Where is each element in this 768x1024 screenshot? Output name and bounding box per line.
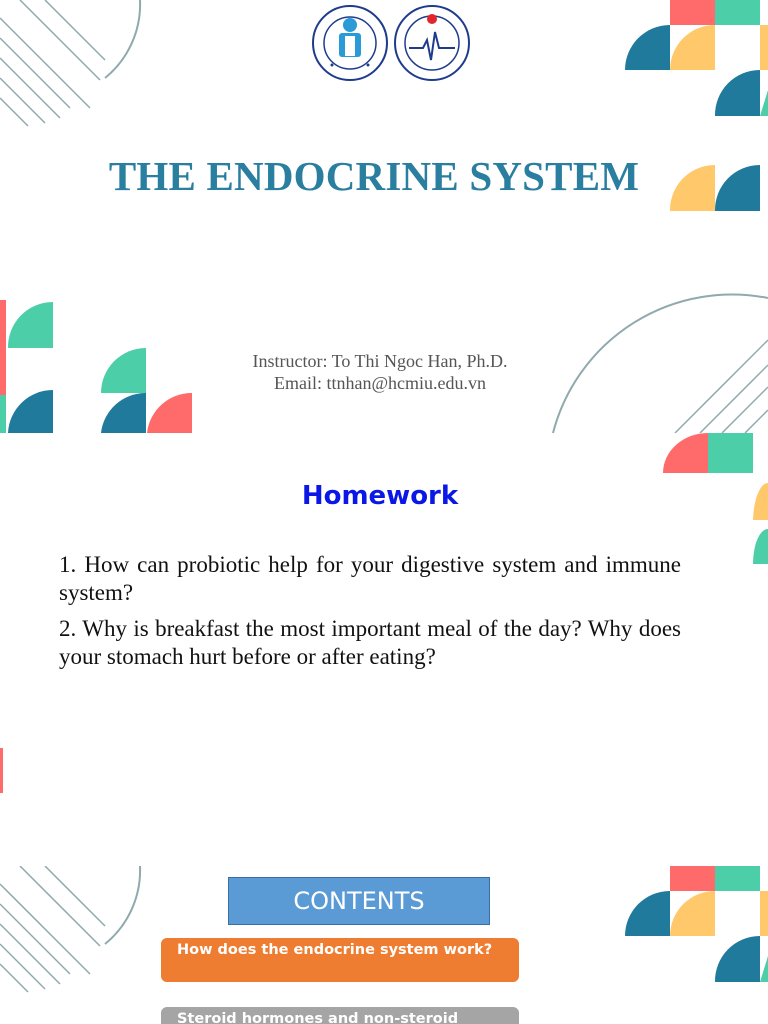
top-left-arc-decoration [0,0,140,126]
top-right-shapes [625,866,768,982]
contents-slide [0,866,768,1024]
instructor-info [0,350,760,394]
top-left-arc-decoration [0,866,140,992]
biomedical-engineering-logo [393,4,471,82]
toc-item-steroid-hormones[interactable]: Steroid hormones and non-steroid [161,1007,519,1024]
instructor-name: Instructor: To Thi Ngoc Han, Ph.D. [252,351,508,371]
homework-slide [0,433,768,866]
presentation-title: THE ENDOCRINE SYSTEM [108,153,640,199]
homework-question-2: 2. Why is breakfast the most important meal of the day? Why does your stomach hurt before or after eating? [59,616,681,669]
toc-item-endocrine-system[interactable]: How does the endocrine system work? [161,938,519,982]
left-edge-shape [0,748,3,793]
contents-button[interactable]: CONTENTS [228,877,490,925]
title-slide [0,0,768,433]
hcmiu-logo [311,4,389,82]
homework-heading: Homework [301,481,459,511]
instructor-email: Email: ttnhan@hcmiu.edu.vn [273,373,487,393]
homework-question-1: 1. How can probiotic help for your digestive system and immune system? [59,552,681,605]
